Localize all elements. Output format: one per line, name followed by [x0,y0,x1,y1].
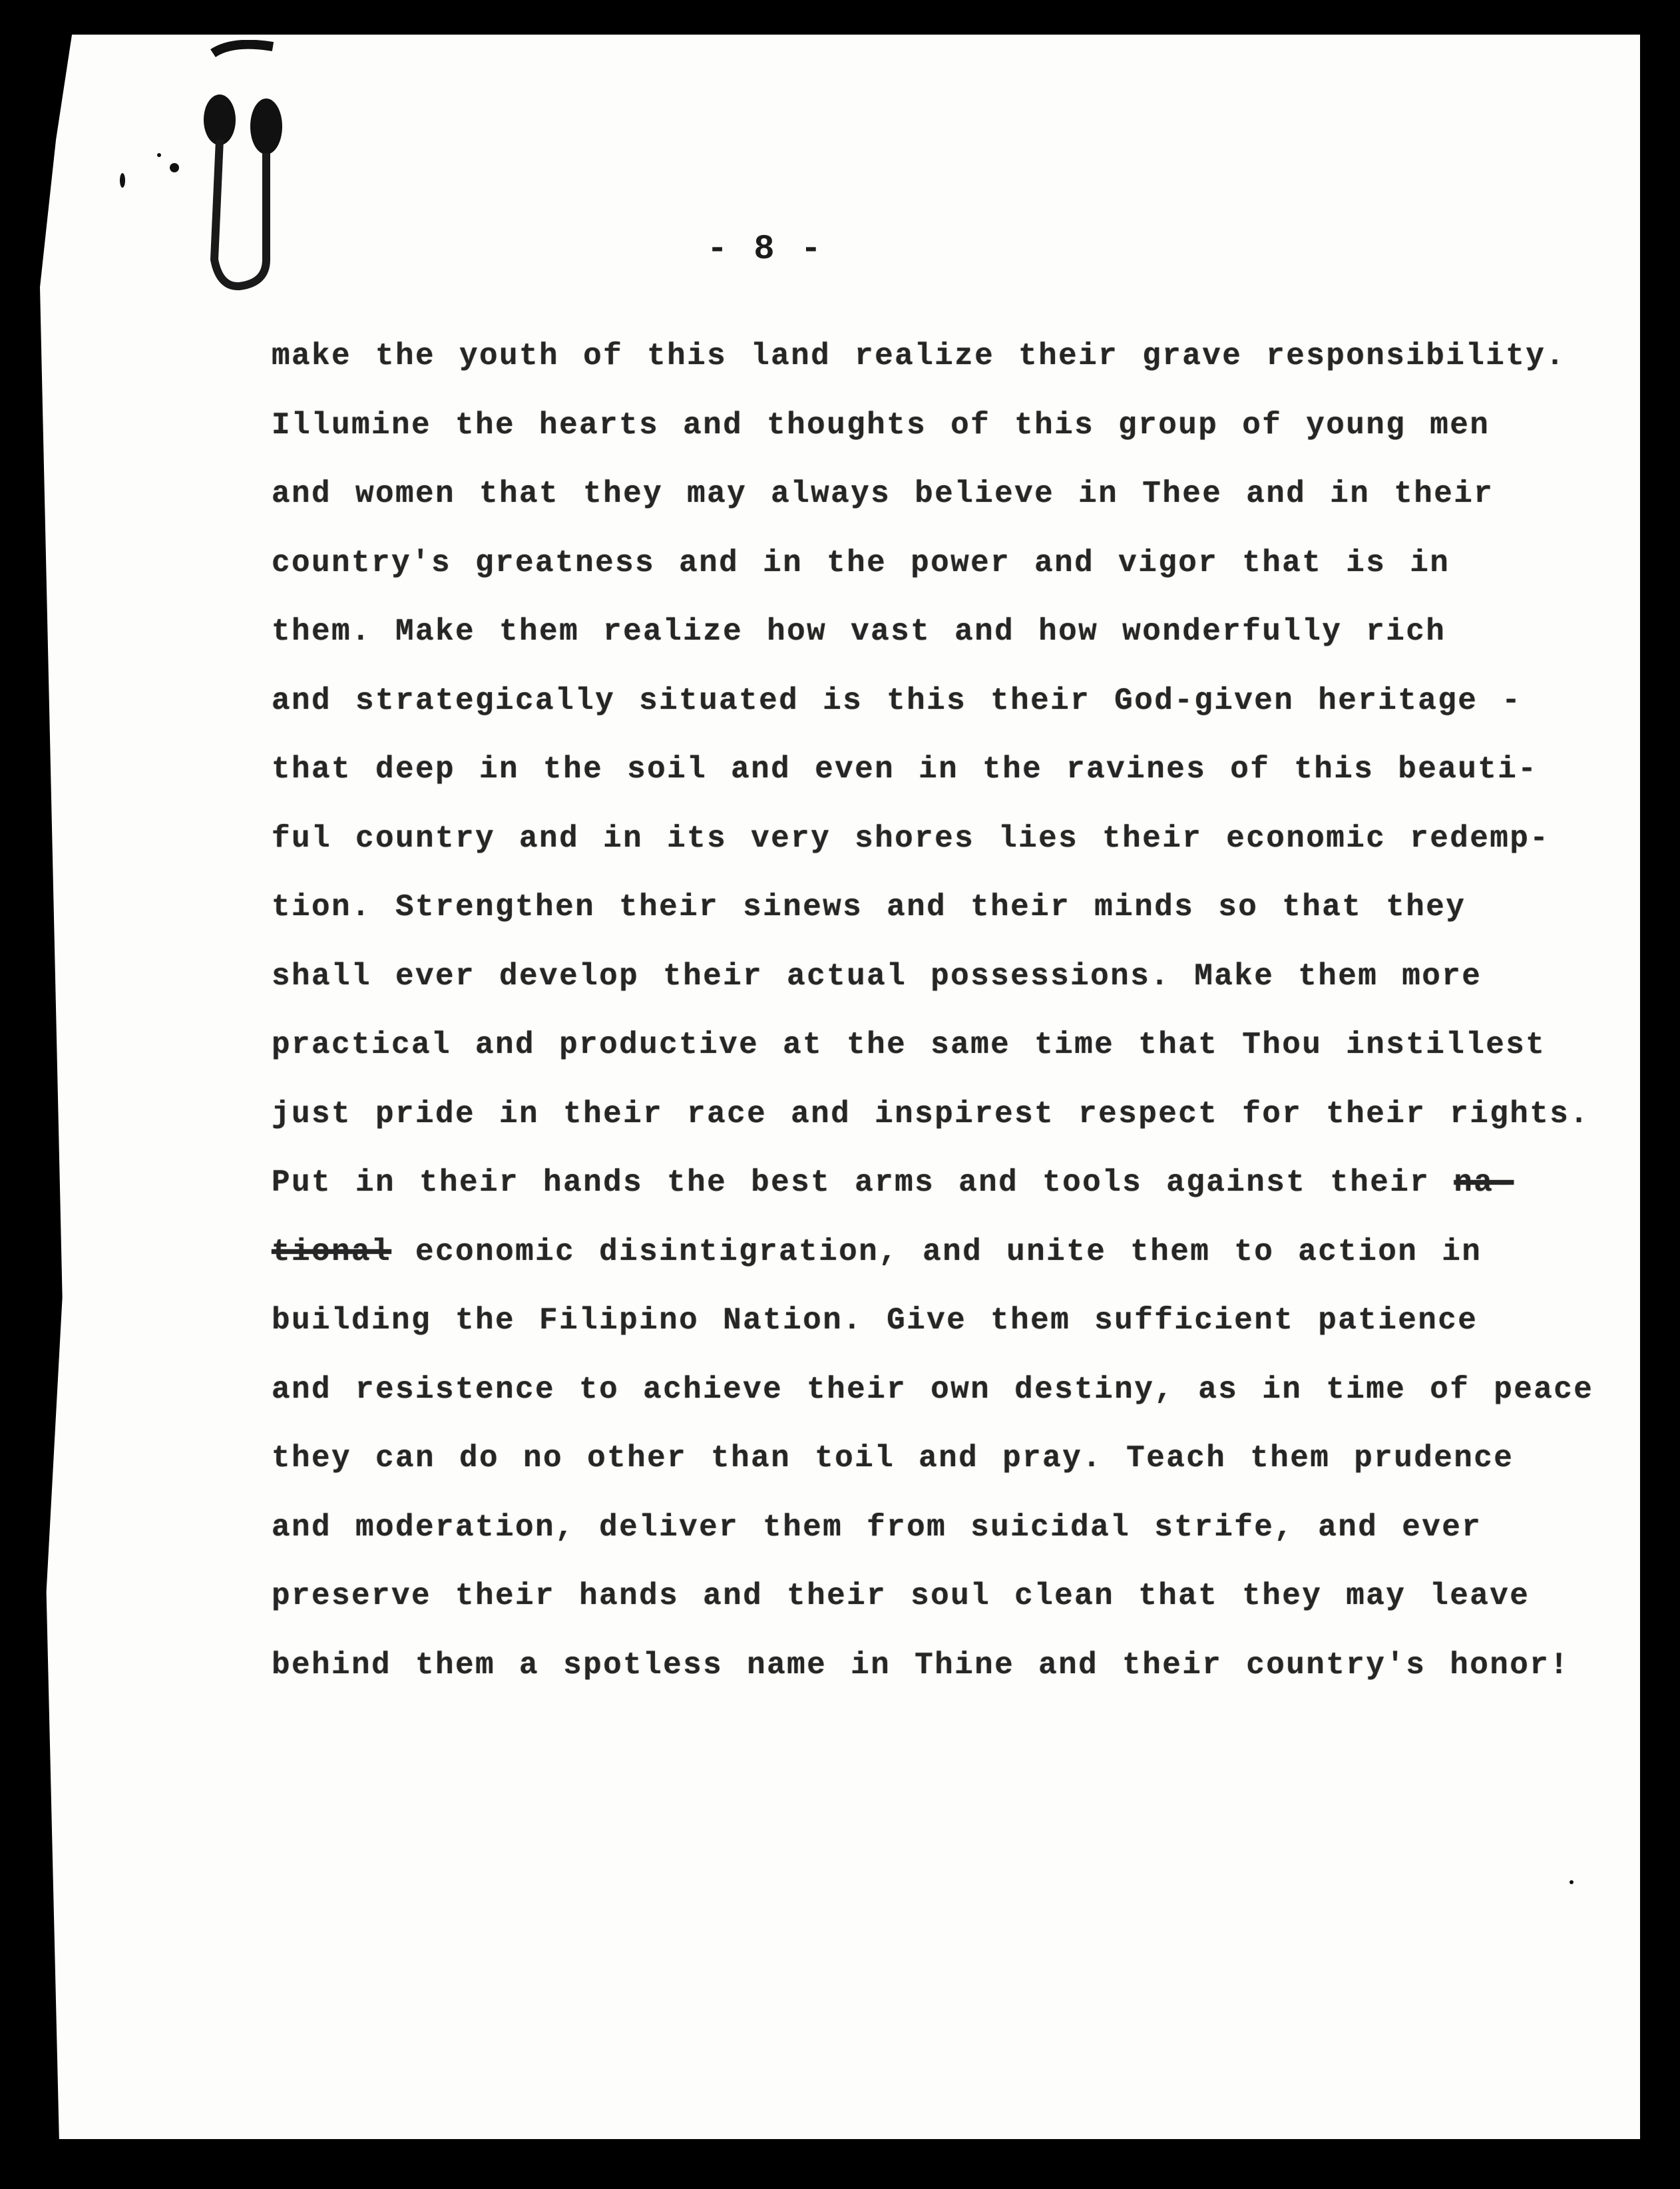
text-line-with-strikeout [272,1163,1570,1232]
dust-speck [1570,1880,1574,1884]
text-line: them. Make them realize how vast and how wonderfully rich [272,614,1446,649]
text-line: and strategically situated is this their God-given heritage - [272,683,1522,718]
text-fragment: economic disintigration, and unite them to action in [415,1234,1482,1269]
text-line: that deep in the soil and even in the ravines of this beauti- [272,752,1538,787]
struck-out-text: tional [272,1234,392,1269]
text-line: behind them a spotless name in Thine and their country's honor! [272,1647,1570,1683]
dust-speck [170,163,179,172]
text-line: make the youth of this land realize their grave responsibility. [272,339,1566,373]
text-line: tion. Strengthen their sinews and their minds so that they [272,890,1466,924]
text-line: Illumine the hearts and thoughts of this group of young men [272,407,1490,443]
text-line: shall ever develop their actual possessions. Make them more [272,958,1482,994]
dust-speck [157,153,161,157]
text-line: and moderation, deliver them from suicidal strife, and ever [272,1509,1482,1545]
text-line: and women that they may always believe in Thee and in their [272,477,1494,511]
punch-holes-icon [173,40,306,293]
text-line: they can do no other than toil and pray. Teach them prudence [272,1441,1514,1476]
dust-speck [120,173,125,188]
page-number: - 8 - [706,230,825,269]
text-fragment: Put in their hands the best arms and tools against their [272,1165,1430,1200]
text-line-with-strikeout [272,1232,1570,1301]
struck-out-text: na- [1454,1165,1514,1200]
text-line: preserve their hands and their soul clean that they may leave [272,1579,1530,1613]
text-line: practical and productive at the same time that Thou instillest [272,1028,1546,1062]
text-line: country's greatness and in the power and vigor that is in [272,545,1450,580]
text-line: and resistence to achieve their own destiny, as in time of peace [272,1372,1594,1407]
text-line: just pride in their race and inspirest respect for their rights. [272,1096,1590,1131]
text-line: ful country and in its very shores lies their economic redemp- [272,821,1550,856]
text-line: building the Filipino Nation. Give them sufficient patience [272,1303,1478,1338]
typed-prayer-text [272,336,1594,1714]
